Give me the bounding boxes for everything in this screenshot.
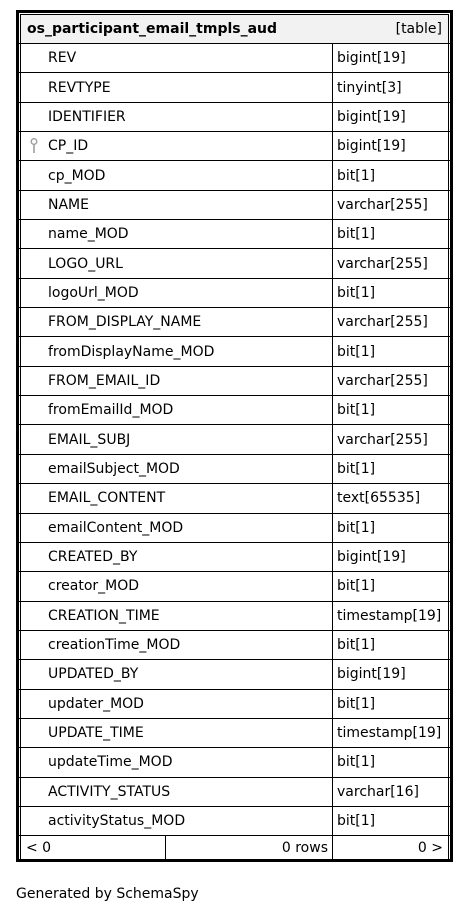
- column-name-text: creator_MOD: [48, 578, 140, 595]
- column-type: bit[1]: [333, 279, 449, 307]
- column-row: [19, 571, 450, 600]
- column-name-text: cp_MOD: [48, 167, 106, 184]
- column-name: [20, 719, 333, 747]
- column-type: varchar[255]: [333, 367, 449, 395]
- column-type: varchar[255]: [333, 191, 449, 219]
- column-name: [20, 660, 333, 688]
- foreign-key-icon: [30, 138, 38, 154]
- column-name-text: UPDATE_TIME: [48, 725, 144, 742]
- column-type: bit[1]: [333, 396, 449, 424]
- column-name: [20, 220, 333, 248]
- column-name-text: name_MOD: [48, 226, 129, 243]
- footer-children-count: 0 >: [333, 836, 449, 859]
- column-name: [20, 367, 333, 395]
- column-row: [19, 601, 450, 630]
- column-name-text: creationTime_MOD: [48, 637, 181, 654]
- column-row: [19, 454, 450, 483]
- column-type: bigint[19]: [333, 660, 449, 688]
- column-row: [19, 43, 450, 72]
- column-name: [20, 602, 333, 630]
- column-name: [20, 572, 333, 600]
- column-name: [20, 161, 333, 189]
- column-row: [19, 483, 450, 512]
- column-name: [20, 103, 333, 131]
- column-type: bigint[19]: [333, 44, 449, 72]
- column-name-text: CP_ID: [48, 138, 89, 155]
- column-name: [20, 308, 333, 336]
- column-row: [19, 542, 450, 571]
- column-name: [20, 132, 333, 160]
- column-type: varchar[255]: [333, 308, 449, 336]
- column-name: [20, 455, 333, 483]
- column-name-text: CREATION_TIME: [48, 607, 160, 624]
- column-type: bit[1]: [333, 690, 449, 718]
- table-header-cell: [20, 14, 449, 44]
- column-name-text: IDENTIFIER: [48, 108, 126, 125]
- column-name: [20, 807, 333, 835]
- column-name: [20, 748, 333, 776]
- column-type: varchar[16]: [333, 778, 449, 806]
- column-name: [20, 425, 333, 453]
- column-type: text[65535]: [333, 484, 449, 512]
- column-type: bit[1]: [333, 631, 449, 659]
- column-name-text: activityStatus_MOD: [48, 813, 186, 830]
- column-type: bit[1]: [333, 220, 449, 248]
- column-name-text: FROM_EMAIL_ID: [48, 372, 161, 389]
- column-type: bit[1]: [333, 572, 449, 600]
- column-name: [20, 396, 333, 424]
- column-name: [20, 690, 333, 718]
- column-row: [19, 131, 450, 160]
- column-row: [19, 747, 450, 776]
- column-row: [19, 190, 450, 219]
- column-row: [19, 219, 450, 248]
- column-type: bit[1]: [333, 514, 449, 542]
- column-name: [20, 73, 333, 101]
- table-kind: [table]: [395, 21, 442, 37]
- column-row: [19, 102, 450, 131]
- column-name-text: logoUrl_MOD: [48, 284, 139, 301]
- column-name-text: ACTIVITY_STATUS: [48, 783, 171, 800]
- column-type: bit[1]: [333, 337, 449, 365]
- column-type: bigint[19]: [333, 132, 449, 160]
- footer-row-count: 0 rows: [166, 836, 333, 859]
- column-name: [20, 279, 333, 307]
- column-name: [20, 337, 333, 365]
- column-type: timestamp[19]: [333, 602, 449, 630]
- column-name-text: updater_MOD: [48, 695, 144, 712]
- column-name-text: LOGO_URL: [48, 255, 123, 272]
- column-name-text: REV: [48, 50, 77, 67]
- column-name: [20, 249, 333, 277]
- column-type: bit[1]: [333, 161, 449, 189]
- column-name-text: fromDisplayName_MOD: [48, 343, 215, 360]
- column-name: [20, 44, 333, 72]
- column-row: [19, 72, 450, 101]
- column-type: bigint[19]: [333, 543, 449, 571]
- column-row: [19, 630, 450, 659]
- column-name: [20, 514, 333, 542]
- column-name-text: NAME: [48, 196, 89, 213]
- column-name-text: EMAIL_SUBJ: [48, 431, 131, 448]
- column-row: [19, 278, 450, 307]
- column-type: bit[1]: [333, 455, 449, 483]
- column-type: bigint[19]: [333, 103, 449, 131]
- footer-parents-count: < 0: [20, 836, 166, 859]
- column-name-text: emailSubject_MOD: [48, 460, 180, 477]
- column-row: [19, 395, 450, 424]
- column-name-text: CREATED_BY: [48, 549, 138, 566]
- table-footer: [19, 835, 450, 859]
- column-row: [19, 689, 450, 718]
- column-name-text: emailContent_MOD: [48, 519, 184, 536]
- column-type: timestamp[19]: [333, 719, 449, 747]
- column-row: [19, 718, 450, 747]
- column-list: [19, 43, 450, 835]
- column-row: [19, 513, 450, 542]
- column-row: [19, 307, 450, 336]
- column-name-text: fromEmailId_MOD: [48, 402, 174, 419]
- column-name-text: UPDATED_BY: [48, 666, 139, 683]
- generated-by-label: Generated by SchemaSpy: [16, 886, 199, 902]
- column-type: varchar[255]: [333, 249, 449, 277]
- column-name: [20, 543, 333, 571]
- column-type: bit[1]: [333, 748, 449, 776]
- column-name: [20, 191, 333, 219]
- table-name: os_participant_email_tmpls_aud: [27, 21, 278, 37]
- column-row: [19, 366, 450, 395]
- column-type: varchar[255]: [333, 425, 449, 453]
- column-name-text: REVTYPE: [48, 79, 111, 96]
- column-name-text: FROM_DISPLAY_NAME: [48, 314, 202, 331]
- column-name-text: updateTime_MOD: [48, 754, 173, 771]
- column-row: [19, 336, 450, 365]
- column-name: [20, 778, 333, 806]
- table-header: [19, 13, 450, 43]
- column-name: [20, 484, 333, 512]
- column-type: tinyint[3]: [333, 73, 449, 101]
- column-row: [19, 424, 450, 453]
- column-type: bit[1]: [333, 807, 449, 835]
- column-row: [19, 160, 450, 189]
- column-row: [19, 659, 450, 688]
- column-name: [20, 631, 333, 659]
- column-row: [19, 248, 450, 277]
- column-row: [19, 777, 450, 806]
- table-entity-box: [16, 10, 453, 862]
- column-row: [19, 806, 450, 835]
- column-name-text: EMAIL_CONTENT: [48, 490, 166, 507]
